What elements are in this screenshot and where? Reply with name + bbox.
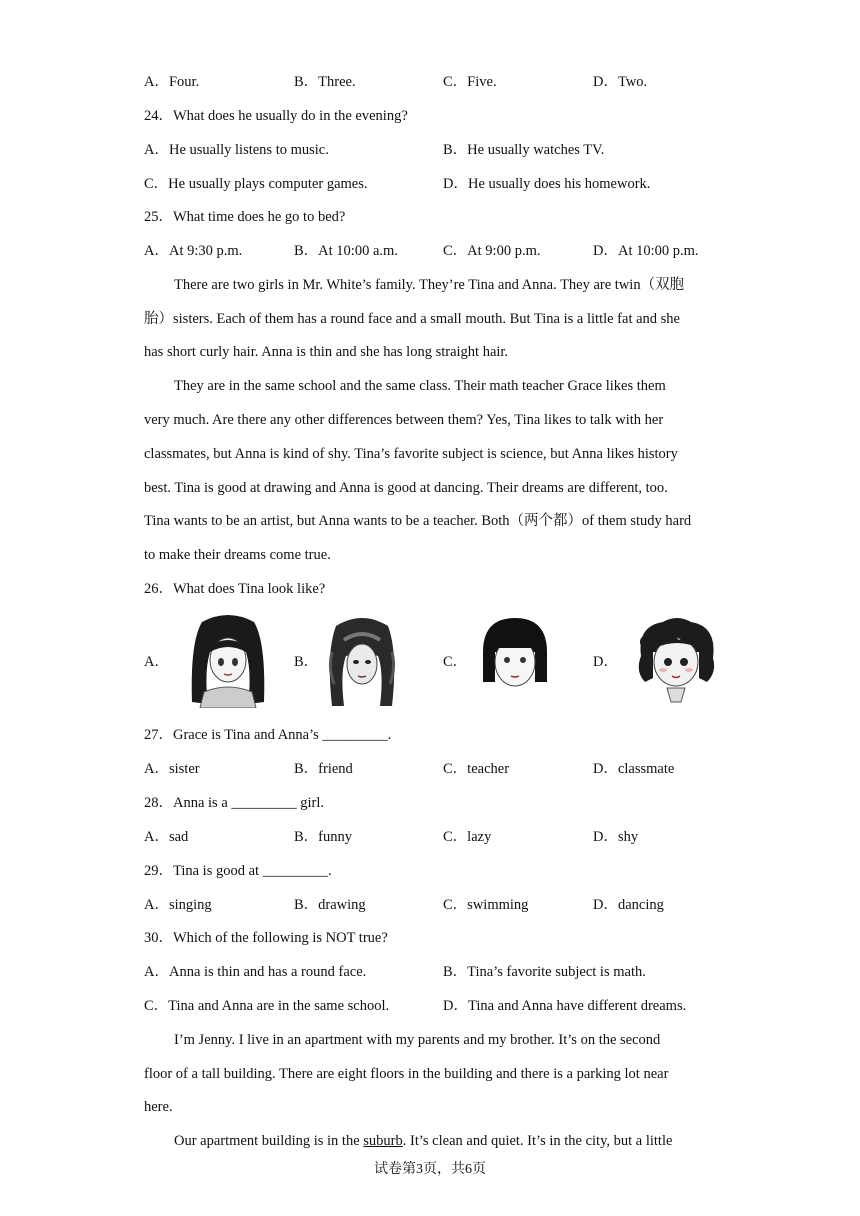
q27-option-b: B．friend [294,761,353,777]
underlined-word: suburb [363,1133,403,1149]
passage3-line: floor of a tall building. There are eight floors in the building and there is a parking lot near [144,1066,669,1082]
q29-option-b: B．drawing [294,897,366,913]
passage2-line: classmates, but Anna is kind of shy. Tina’s favorite subject is science, but Anna likes history [144,446,678,462]
q29-option-d: D．dancing [593,897,664,913]
page-footer: 试卷第3页，共6页 [374,1162,486,1177]
q27-option-a: A．sister [144,761,200,777]
q27-question: 27．Grace is Tina and Anna’s _________. [144,727,392,743]
q29-option-c: C．swimming [443,897,529,913]
q25-question: 25．What time does he go to bed? [144,209,346,225]
passage2-line: to make their dreams come true. [144,547,331,563]
passage2-line: There are two girls in Mr. White’s family. They’re Tina and Anna. They are twin（双胞 [174,277,685,293]
q25-option-c: C．At 9:00 p.m. [443,243,541,259]
q29-option-a: A．singing [144,897,212,913]
passage2-line: very much. Are there any other differences between them? Yes, Tina likes to talk with her [144,412,664,428]
q26-label-a: A． [144,654,169,670]
q25-option-d: D．At 10:00 p.m. [593,243,699,259]
q24-option-d: D．He usually does his homework. [443,176,651,192]
q30-option-a: A．Anna is thin and has a round face. [144,964,367,980]
girl-short-straight-hair-image [475,612,555,698]
q30-option-b: B．Tina’s favorite subject is math. [443,964,646,980]
girl-short-curly-hair-image [633,612,719,704]
passage3-line [144,1131,672,1151]
q24-option-a: A．He usually listens to music. [144,142,329,158]
q24-option-c: C．He usually plays computer games. [144,176,368,192]
q29-question: 29．Tina is good at _________. [144,863,332,879]
q28-option-b: B．funny [294,829,352,845]
q23-option-c: C．Five. [443,74,497,90]
q30-question: 30．Which of the following is NOT true? [144,930,388,946]
q23-option-b: B．Three. [294,74,356,90]
girl-long-straight-hair-image [174,612,282,708]
q23-option-d: D．Two. [593,74,648,90]
q26-label-c: C． [443,654,468,670]
passage3-text: . It’s clean and quiet. It’s in the city, but a little [402,1133,673,1149]
q26-label-d: D． [593,654,618,670]
q26-question: 26．What does Tina look like? [144,581,326,597]
q24-question: 24．What does he usually do in the evening? [144,108,408,124]
q28-option-a: A．sad [144,829,189,845]
passage3-text: Our apartment building is in the [174,1133,364,1149]
q26-image-options [144,612,724,712]
q25-option-b: B．At 10:00 a.m. [294,243,398,259]
q27-option-c: C．teacher [443,761,510,777]
passage2-line: best. Tina is good at drawing and Anna is good at dancing. Their dreams are different, too. [144,480,668,496]
q25-option-a: A．At 9:30 p.m. [144,243,243,259]
q28-option-c: C．lazy [443,829,492,845]
q28-option-d: D．shy [593,829,639,845]
passage2-line: They are in the same school and the same class. Their math teacher Grace likes them [174,378,666,394]
passage2-line: 胎）sisters. Each of them has a round face and a small mouth. But Tina is a little fat and she [144,311,680,327]
q23-option-a: A．Four. [144,74,200,90]
q24-option-b: B．He usually watches TV. [443,142,605,158]
q30-option-d: D．Tina and Anna have different dreams. [443,998,687,1014]
q28-question: 28．Anna is a _________ girl. [144,795,325,811]
q27-option-d: D．classmate [593,761,675,777]
q30-option-c: C．Tina and Anna are in the same school. [144,998,390,1014]
passage2-line: has short curly hair. Anna is thin and she has long straight hair. [144,344,509,360]
q26-label-b: B． [294,654,319,670]
girl-wavy-long-hair-image [322,612,402,708]
passage2-line: Tina wants to be an artist, but Anna wants to be a teacher. Both（两个都）of them study hard [144,513,692,529]
passage3-line: here. [144,1099,173,1115]
passage3-line: I’m Jenny. I live in an apartment with my parents and my brother. It’s on the second [174,1032,661,1048]
